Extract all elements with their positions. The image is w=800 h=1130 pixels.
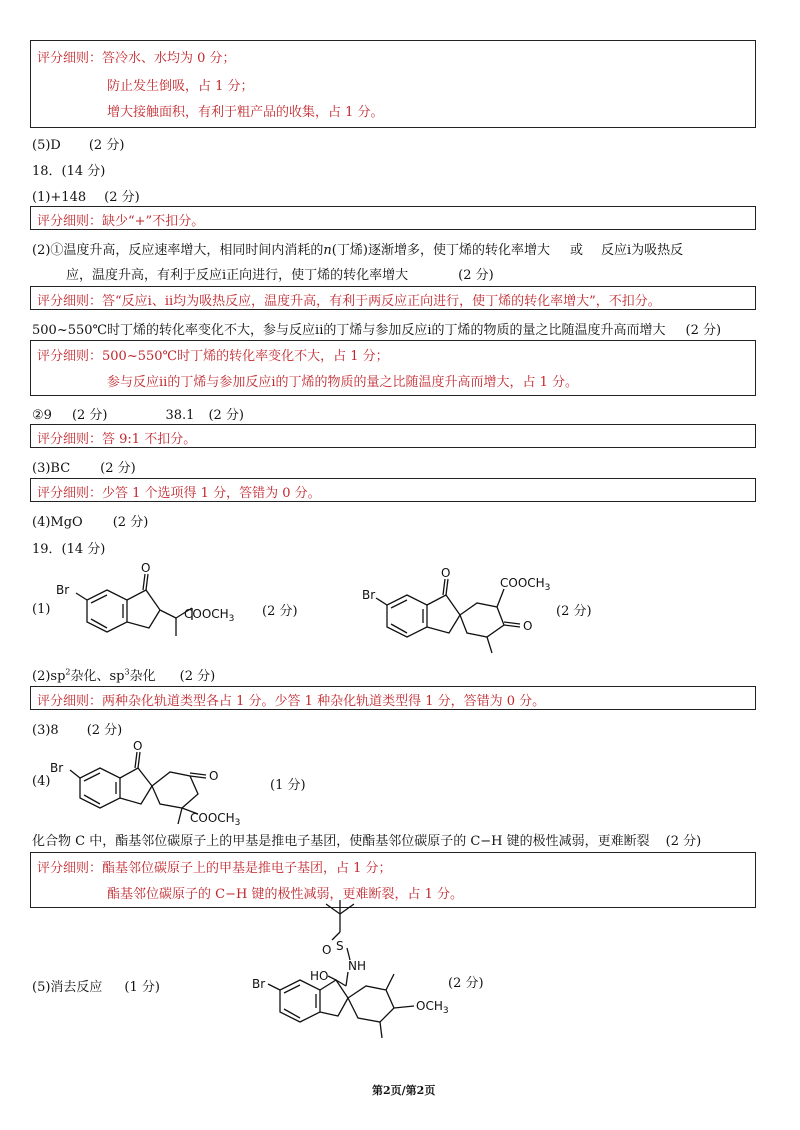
o-label: O: [209, 769, 219, 783]
answer-18-2b: 500~550℃时丁烯的转化率变化不大，参与反应ii的丁烯与参加反应i的丁烯的物质的量之比随温度升高而增大 (2 分): [32, 323, 722, 338]
br-label: Br: [362, 588, 376, 602]
page-footer: 第2页/第2页: [372, 1084, 436, 1097]
answer-19-5-score2: (2 分): [448, 976, 484, 991]
answer-19-1-score2: (2 分): [556, 604, 592, 619]
o-label: O: [133, 739, 143, 753]
grading-line: 评分细则：酯基邻位碳原子上的甲基是推电子基团，占 1 分；: [37, 861, 392, 876]
cooch3-label: $COOCH_3$: [190, 811, 241, 828]
answer-18-4: (4)MgO (2 分): [32, 515, 149, 530]
grading-line: 评分细则：缺少“+”不扣分。: [37, 214, 205, 229]
o-label: O: [322, 943, 332, 957]
grading-line: 酯基邻位碳原子的 C−H 键的极性减弱，更难断裂，占 1 分。: [107, 887, 463, 902]
answer-19-1-label: (1): [32, 602, 51, 617]
molecule-3-spiro-ketoester: [50, 738, 260, 828]
grading-line: 评分细则：答 9:1 不扣分。: [37, 432, 197, 447]
question-18-title: 18．(14 分): [32, 164, 106, 179]
grading-box-2: [30, 206, 756, 230]
answer-17-5: (5)D (2 分): [32, 138, 125, 153]
grading-box-1: [30, 40, 756, 128]
cooch3-label: $COOCH_3$: [184, 607, 235, 624]
grading-box-3: [30, 286, 756, 310]
answer-18-2-line2: 应，温度升高，有利于反应i正向进行，使丁烯的转化率增大 (2 分): [66, 268, 494, 283]
br-label: Br: [56, 583, 70, 597]
grading-box-6: [30, 478, 756, 502]
answer-19-3: (3)8 (2 分): [32, 723, 123, 738]
o-label: O: [141, 561, 151, 575]
grading-box-4: [30, 340, 756, 396]
grading-line: 增大接触面积，有利于粗产品的收集，占 1 分。: [107, 105, 384, 120]
answer-18-3: (3)BC (2 分): [32, 461, 136, 476]
answer-19-1-score1: (2 分): [262, 604, 298, 619]
grading-line: 评分细则：少答 1 个选项得 1 分，答错为 0 分。: [37, 486, 321, 501]
grading-box-7: [30, 686, 756, 710]
grading-line: 防止发生倒吸，占 1 分；: [107, 79, 254, 94]
answer-19-4-label: (4): [32, 774, 51, 789]
answer-19-5: (5)消去反应 (1 分): [32, 980, 160, 995]
s-label: S: [336, 939, 344, 953]
grading-line: 评分细则：答冷水、水均为 0 分；: [37, 51, 236, 66]
o-label: O: [441, 566, 451, 580]
molecule-1-indanone-ester: [52, 560, 262, 660]
answer-19-4-text: 化合物 C 中，酯基邻位碳原子上的甲基是推电子基团，使酯基邻位碳原子的 C−H 键的极性减弱，更难断裂 (2 分): [32, 834, 702, 849]
br-label: Br: [50, 761, 64, 775]
molecule-2-spiro-ketoester: [362, 555, 562, 665]
o-label: O: [523, 619, 533, 633]
grading-line: 评分细则：答“反应i、ii均为吸热反应，温度升高，有利于两反应正向进行，使丁烯的转化率增大”，不扣分。: [37, 294, 661, 309]
grading-box-5: [30, 424, 756, 448]
och3-label: $OCH_3$: [416, 999, 449, 1016]
molecule-4-sulfinamide: [252, 892, 472, 1052]
nh-label: NH: [348, 959, 366, 973]
answer-18-2-line1: (2)①温度升高，反应速率增大，相同时间内消耗的n(丁烯)逐渐增多，使丁烯的转化率增大 或 反应i为吸热反: [32, 243, 684, 258]
answer-18-2c: ②9 (2 分) 38.1 (2 分): [32, 408, 245, 423]
grading-line: 评分细则：两种杂化轨道类型各占 1 分。少答 1 种杂化轨道类型得 1 分，答错为 0 分。: [37, 694, 546, 709]
grading-line: 参与反应ii的丁烯与参加反应i的丁烯的物质的量之比随温度升高而增大，占 1 分。: [107, 375, 579, 390]
br-label: Br: [252, 977, 266, 991]
answer-19-4-score: (1 分): [270, 778, 306, 793]
ho-label: HO: [310, 969, 329, 983]
answer-19-2: $(2)sp^2$杂化、$sp^3$杂化 (2 分): [32, 667, 216, 684]
grading-line: 评分细则：500~550℃时丁烯的转化率变化不大，占 1 分；: [37, 349, 389, 364]
cooch3-label: $COOCH_3$: [500, 576, 551, 593]
answer-18-1: (1)+148 (2 分): [32, 190, 140, 205]
question-19-title: 19．(14 分): [32, 542, 106, 557]
